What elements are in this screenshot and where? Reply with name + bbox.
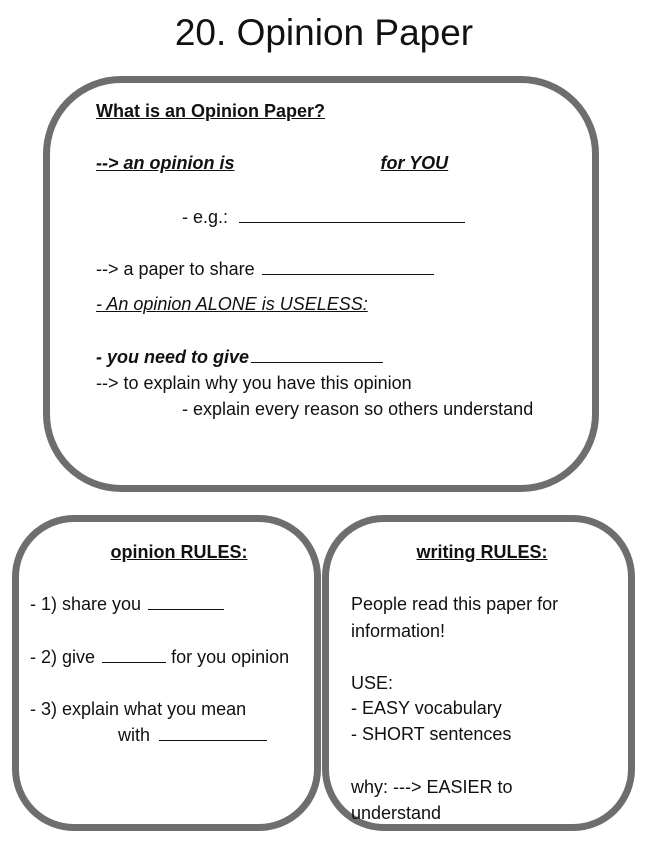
you-need-line [96, 346, 383, 368]
example-label: - e.g.: [182, 207, 229, 227]
opinion-definition-end: for YOU [380, 153, 449, 173]
rule-2-blank [102, 646, 166, 663]
rule-1-blank [148, 593, 224, 610]
writing-why-line: why: ---> EASIER to [351, 777, 513, 797]
example-blank [239, 206, 465, 223]
writing-rules-heading: writing RULES: [416, 542, 548, 562]
explain-reason-line: - explain every reason so others understand [182, 399, 534, 419]
opinion-paper-definition-box [43, 76, 599, 492]
you-need-label: - you need to give [96, 347, 250, 367]
writing-short-sentences: - SHORT sentences [351, 724, 512, 744]
opinion-rules-heading: opinion RULES: [110, 542, 248, 562]
share-line [96, 258, 434, 280]
page-title: 20. Opinion Paper [174, 12, 474, 53]
writing-understand-line: understand [351, 803, 442, 823]
example-line [182, 206, 465, 228]
you-need-blank [251, 346, 383, 363]
rule-1-label: - 1) share you [30, 594, 142, 614]
writing-easy-vocabulary: - EASY vocabulary [351, 698, 502, 718]
rule-3-blank [159, 724, 267, 741]
opinion-alone-line: - An opinion ALONE is USELESS: [96, 294, 368, 314]
share-blank [262, 258, 434, 275]
rule-2 [30, 646, 289, 668]
opinion-definition-line [96, 152, 448, 174]
explain-why-line: --> to explain why you have this opinion [96, 373, 412, 393]
rule-2-label: - 2) give [30, 647, 96, 667]
definition-heading: What is an Opinion Paper? [96, 101, 326, 121]
share-label: --> a paper to share [96, 259, 255, 279]
writing-line-1: People read this paper for [351, 594, 559, 614]
rule-3-continued [118, 724, 267, 746]
rule-3-with: with [118, 725, 151, 745]
rule-1 [30, 593, 224, 615]
rule-2-suffix: for you opinion [171, 647, 290, 667]
writing-line-2: information! [351, 621, 446, 641]
rule-3: - 3) explain what you mean [30, 699, 247, 719]
opinion-definition-start: --> an opinion is [96, 153, 235, 173]
writing-use-label: USE: [351, 673, 394, 693]
